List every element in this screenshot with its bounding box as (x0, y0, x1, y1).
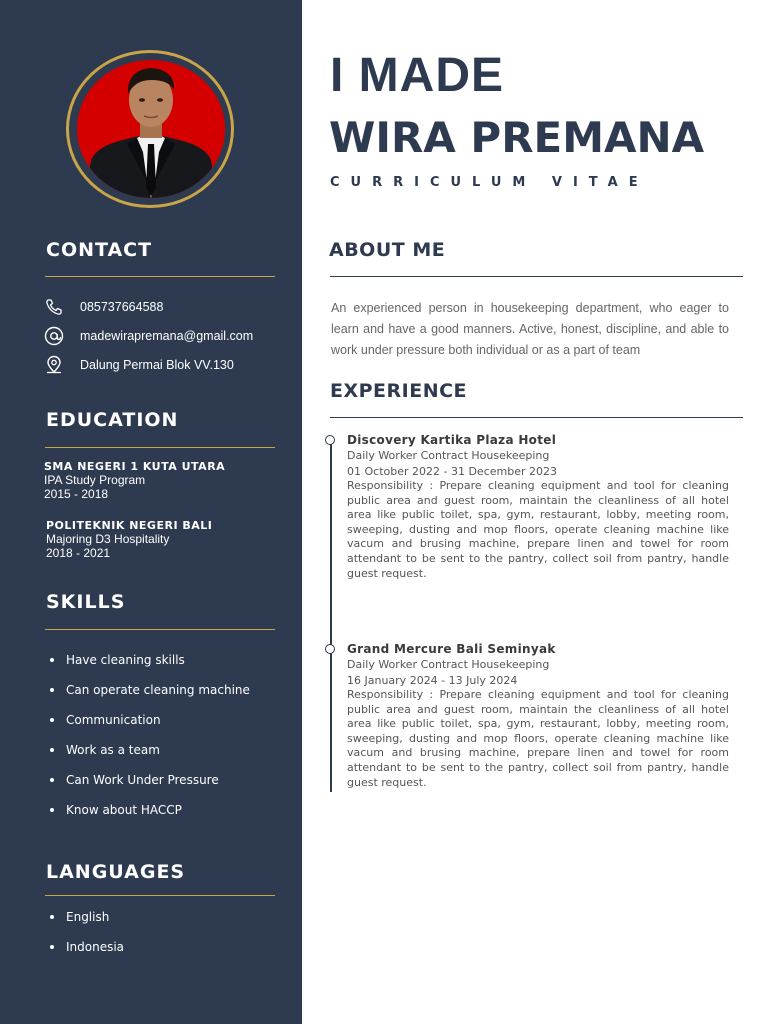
about-heading: ABOUT ME (329, 239, 446, 261)
list-item (50, 765, 250, 795)
skill-label: Have cleaning skills (66, 653, 185, 667)
phone-number: 085737664588 (80, 300, 164, 314)
email-address: madewirapremana@gmail.com (80, 329, 254, 343)
job-role: Daily Worker Contract Housekeeping (347, 658, 550, 671)
sidebar (0, 0, 302, 1024)
name-second-line: WIRA PREMANA (329, 113, 705, 162)
job-dates: 16 January 2024 - 13 July 2024 (347, 673, 518, 687)
list-item (50, 795, 250, 825)
school-name: POLITEKNIK NEGERI BALI (46, 519, 213, 532)
languages-divider (45, 895, 275, 896)
skills-heading: SKILLS (46, 591, 126, 613)
education-heading: EDUCATION (46, 409, 179, 431)
study-years: 2015 - 2018 (44, 487, 109, 501)
list-item (50, 735, 250, 765)
experience-divider (330, 417, 743, 418)
study-program: Majoring D3 Hospitality (46, 532, 170, 546)
address: Dalung Permai Blok VV.130 (80, 358, 234, 372)
experience-item (347, 432, 729, 581)
job-dates: 01 October 2022 - 31 December 2023 (347, 464, 557, 478)
study-program: IPA Study Program (44, 473, 146, 487)
at-sign-icon (44, 326, 64, 346)
skill-label: Know about HACCP (66, 803, 182, 817)
job-role: Daily Worker Contract Housekeeping (347, 449, 550, 462)
contact-address (44, 354, 234, 376)
skill-label: Can operate cleaning machine (66, 683, 250, 697)
list-item (50, 675, 250, 705)
skill-label: Work as a team (66, 743, 160, 757)
phone-icon (44, 297, 64, 317)
contact-email[interactable] (44, 325, 253, 347)
language-label: Indonesia (66, 940, 125, 954)
company-name: Discovery Kartika Plaza Hotel (347, 433, 557, 447)
job-responsibility: Responsibility : Prepare cleaning equipment and tool for cleaning public area and guest room, maintain the cleanliness of all hotel area like public toilet, spa, gym, restaurant, lobby, meeting room, sweeping, dusting and mop floors, operate cleaning machine like vacum and brusing machine, prepare linen and towel for room attendant to be sent to the pantry, collect soil from pantry, handle guest request. (347, 688, 729, 789)
name-first-line: I MADE (330, 49, 504, 102)
education-item (46, 519, 212, 560)
study-years: 2018 - 2021 (46, 546, 111, 560)
language-label: English (66, 910, 110, 924)
languages-heading: LANGUAGES (46, 861, 186, 883)
experience-timeline (330, 440, 332, 792)
skill-label: Can Work Under Pressure (66, 773, 219, 787)
timeline-marker (325, 435, 335, 445)
about-text: An experienced person in housekeeping department, who eager to learn and have a good manners. Active, honest, discipline, and able to work under pressure both individual or as a part of team (331, 301, 729, 357)
timeline-marker (325, 644, 335, 654)
document-subtitle: CURRICULUM VITAE (330, 175, 649, 190)
profile-photo (77, 60, 225, 198)
list-item (50, 932, 124, 962)
experience-item (347, 641, 729, 790)
list-item (50, 705, 250, 735)
contact-divider (45, 276, 275, 277)
education-item (44, 460, 225, 501)
person-portrait-icon (77, 60, 225, 198)
skills-list (50, 645, 250, 825)
languages-list (50, 902, 124, 962)
map-pin-icon (44, 355, 64, 375)
list-item (50, 645, 250, 675)
school-name: SMA NEGERI 1 KUTA UTARA (44, 460, 226, 473)
contact-phone[interactable] (44, 296, 163, 318)
experience-heading: EXPERIENCE (330, 380, 468, 402)
contact-heading: CONTACT (46, 239, 153, 261)
skill-label: Communication (66, 713, 161, 727)
education-divider (45, 447, 275, 448)
company-name: Grand Mercure Bali Seminyak (347, 642, 556, 656)
list-item (50, 902, 124, 932)
job-responsibility: Responsibility : Prepare cleaning equipment and tool for cleaning public area and guest room, maintain the cleanliness of all hotel area like public toilet, spa, gym, restaurant, lobby, meeting room, sweeping, dusting and mop floors, operate cleaning machine like vacum and brusing machine, prepare linen and towel for room attendant to be sent to the pantry, collect soil from pantry, handle guest request. (347, 479, 729, 580)
about-divider (330, 276, 743, 277)
skills-divider (45, 629, 275, 630)
